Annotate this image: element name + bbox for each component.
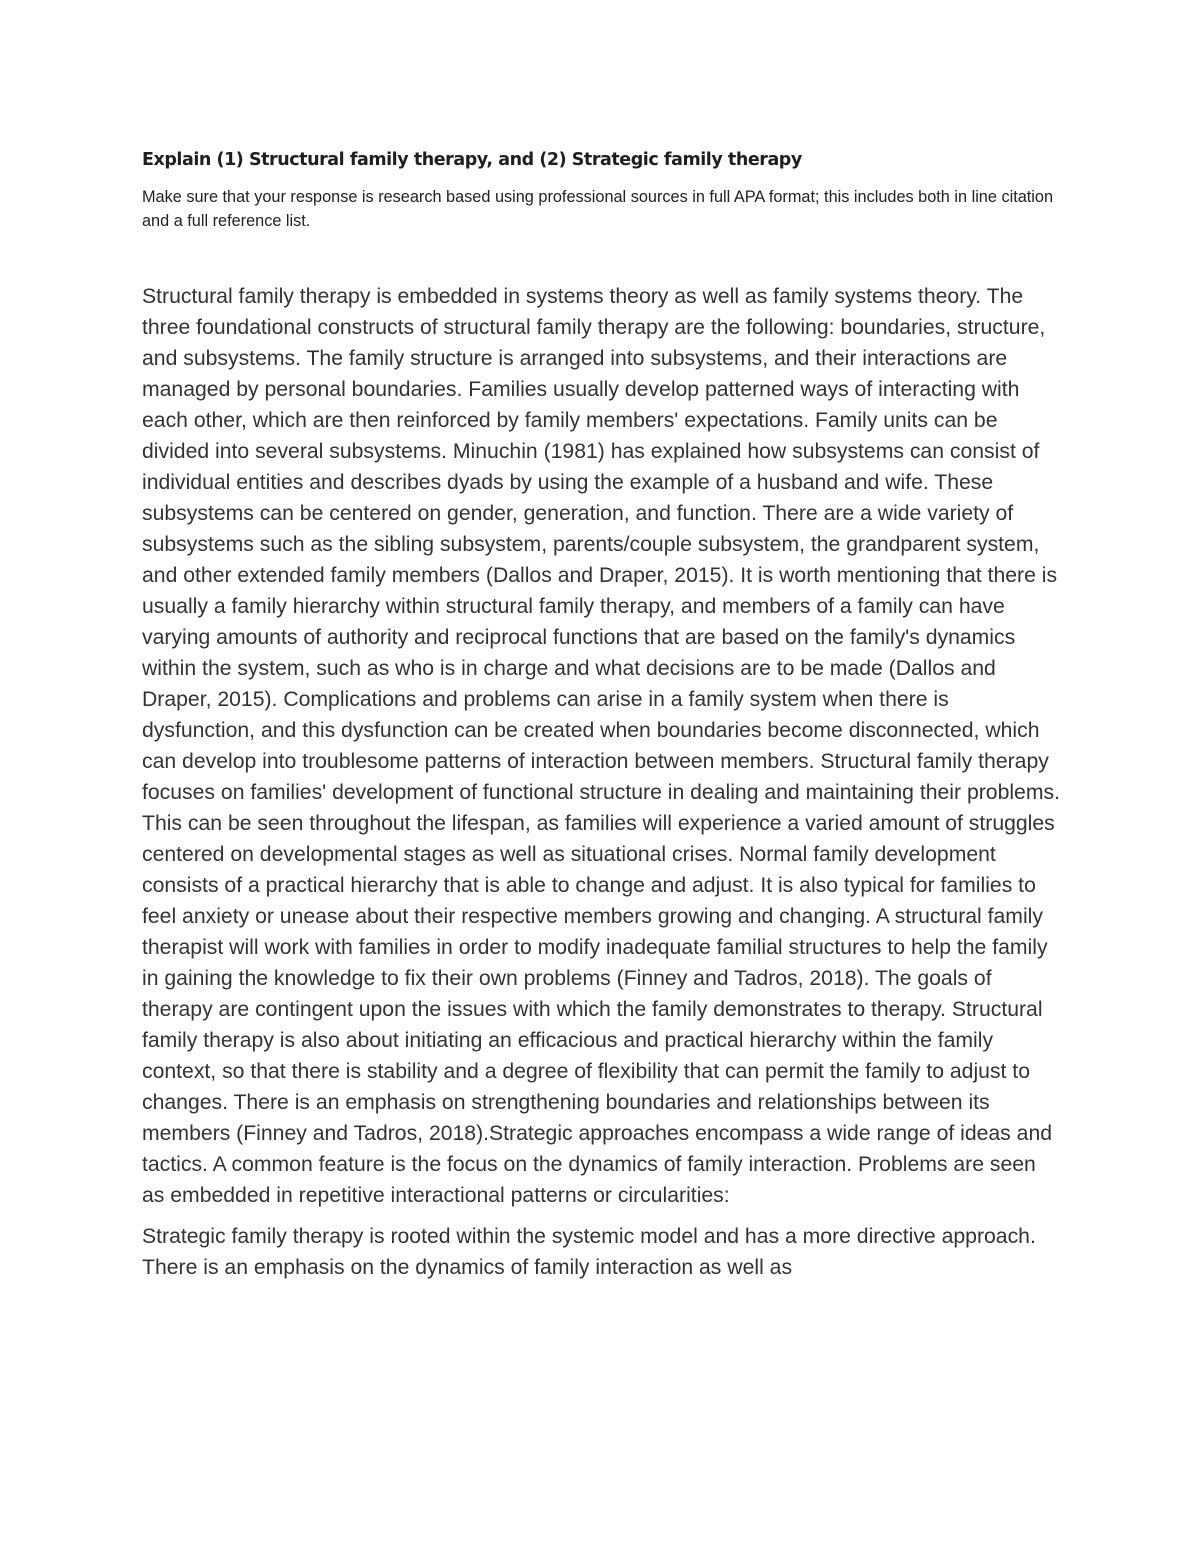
answer-paragraph-structural: Structural family therapy is embedded in systems theory as well as family systems theory. The three foundational constructs of structural family therapy are the following: boundaries, structure, and subsystems. The family structure is arranged into subsystems, and their interactions are managed by personal boundaries. Families usually develop patterned ways of interacting with each other, which are then reinforced by family members' expectations. Family units can be divided into several subsystems. Minuchin (1981) has explained how subsystems can consist of individual entities and describes dyads by using the example of a husband and wife. These subsystems can be centered on gender, generation, and function. There are a wide variety of subsystems such as the sibling subsystem, parents/couple subsystem, the grandparent system, and other extended family members (Dallos and Draper, 2015). It is worth mentioning that there is usually a family hierarchy within structural family therapy, and members of a family can have varying amounts of authority and reciprocal functions that are based on the family's dynamics within the system, such as who is in charge and what decisions are to be made (Dallos and Draper, 2015). Complications and problems can arise in a family system when there is dysfunction, and this dysfunction can be created when boundaries become disconnected, which can develop into troublesome patterns of interaction between members. Structural family therapy focuses on families' development of functional structure in dealing and maintaining their problems. This can be seen throughout the lifespan, as families will experience a varied amount of struggles centered on developmental stages as well as situational crises. Normal family development consists of a practical hierarchy that is able to change and adjust. It is also typical for families to feel anxiety or unease about their respective members growing and changing. A structural family therapist will work with families in order to modify inadequate familial structures to help the family in gaining the knowledge to fix their own problems (Finney and Tadros, 2018). The goals of therapy are contingent upon the issues with which the family demonstrates to therapy. Structural family therapy is also about initiating an efficacious and practical hierarchy within the family context, so that there is stability and a degree of flexibility that can permit the family to adjust to changes. There is an emphasis on strengthening boundaries and relationships between its members (Finney and Tadros, 2018).Strategic approaches encompass a wide range of ideas and tactics. A common feature is the focus on the dynamics of family interaction. Problems are seen as embedded in repetitive interactional patterns or circularities: [142, 285, 1060, 1207]
question-heading: Explain (1) Structural family therapy, and (2) Strategic family therapy [142, 150, 802, 170]
answer-body [142, 281, 1060, 1283]
assignment-instructions: Make sure that your response is research based using professional sources in full APA format; this includes both in line citation and a full reference list. [142, 188, 1054, 230]
answer-paragraph-strategic: Strategic family therapy is rooted within the systemic model and has a more directive approach. There is an emphasis on the dynamics of family interaction as well as [142, 1225, 1036, 1279]
